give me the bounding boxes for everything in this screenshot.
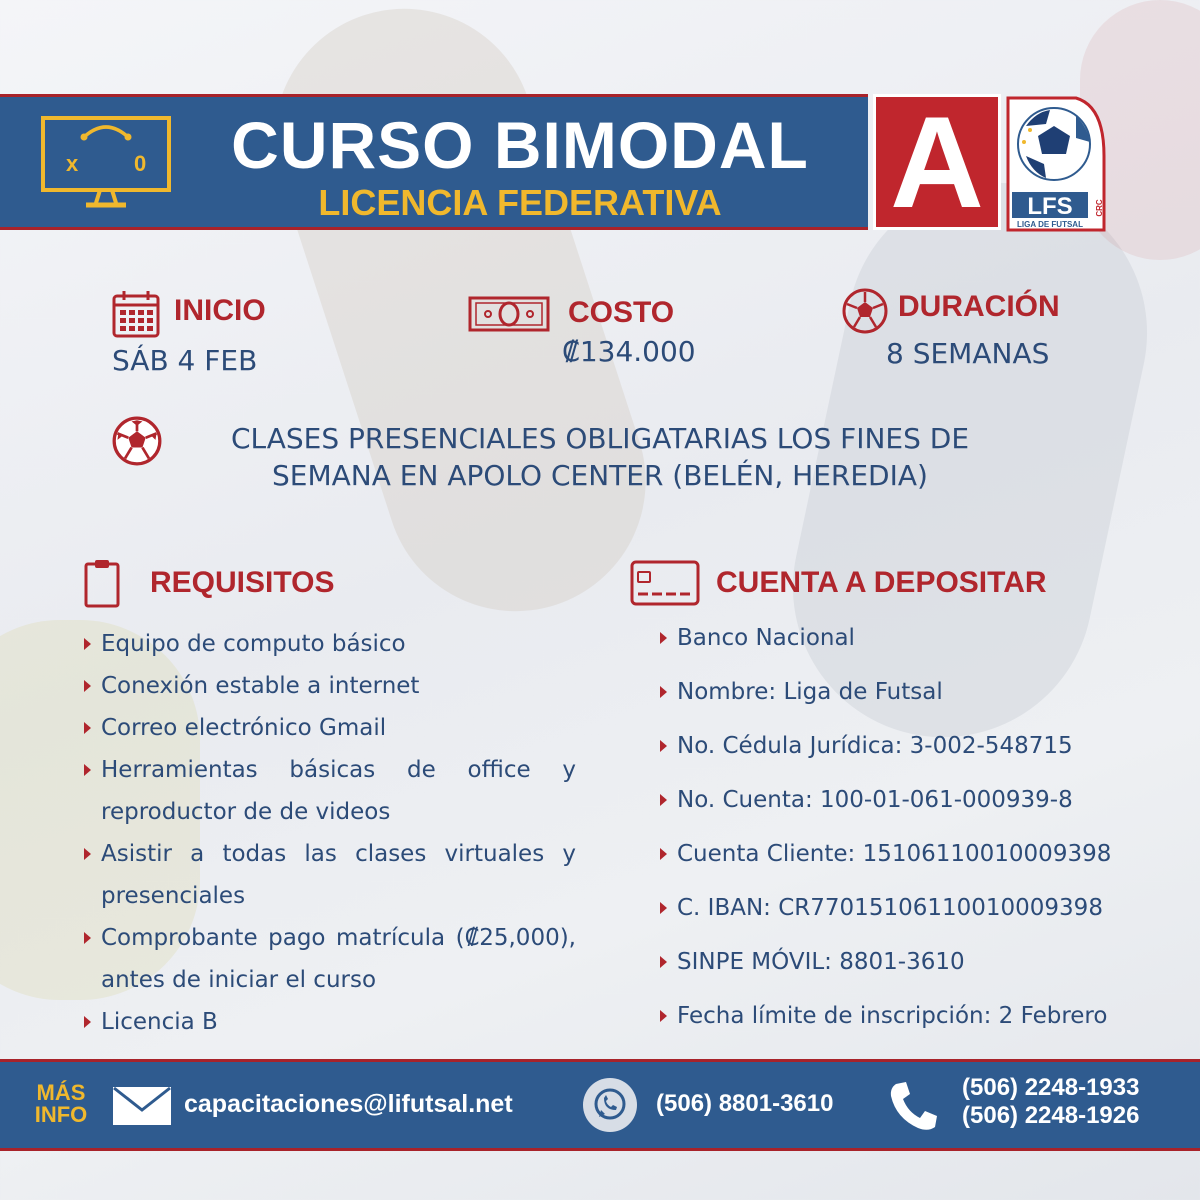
requirement-text: Asistir a todas las clases virtuales y presenciales <box>101 841 576 909</box>
list-item <box>660 777 1180 831</box>
classes-line-2: SEMANA EN APOLO CENTER (BELÉN, HEREDIA) <box>272 459 928 492</box>
caret-icon <box>660 848 667 860</box>
classes-notice <box>180 420 1020 494</box>
caret-icon <box>660 956 667 968</box>
start-label: INICIO <box>174 294 266 327</box>
list-item <box>84 917 576 1001</box>
list-item <box>660 939 1180 993</box>
whatsapp-icon <box>582 1077 638 1133</box>
list-item <box>84 623 576 665</box>
requirements-list <box>84 623 576 1043</box>
logo-a-letter: A <box>890 89 984 235</box>
caret-icon <box>660 794 667 806</box>
account-text: Fecha límite de inscripción: 2 Febrero <box>677 1003 1108 1029</box>
account-list <box>660 615 1180 1047</box>
more-label: MÁS <box>36 1080 86 1105</box>
requirement-text: Licencia B <box>101 1009 218 1035</box>
more-info-label <box>26 1082 96 1126</box>
caret-icon <box>84 932 91 944</box>
requirement-text: Herramientas básicas de office y reproductor de de videos <box>101 757 576 825</box>
caret-icon <box>660 686 667 698</box>
list-item <box>660 831 1180 885</box>
caret-icon <box>84 848 91 860</box>
whatsapp-number[interactable]: (506) 8801-3610 <box>656 1090 834 1117</box>
list-item <box>84 1001 576 1043</box>
logo-crc-text: CRC <box>1095 199 1104 217</box>
email-link[interactable]: capacitaciones@lifutsal.net <box>184 1090 513 1118</box>
requirement-text: Comprobante pago matrícula (₡25,000), antes de iniciar el curso <box>101 925 576 993</box>
duration-value: 8 SEMANAS <box>886 337 1050 370</box>
cost-label: COSTO <box>568 296 675 329</box>
requirements-title: REQUISITOS <box>150 566 335 599</box>
cost-value: ₡134.000 <box>562 335 696 368</box>
account-text: Nombre: Liga de Futsal <box>677 679 943 705</box>
monitor-score-right: 0 <box>134 151 147 176</box>
caret-icon <box>660 740 667 752</box>
list-item <box>84 749 576 833</box>
calendar-icon <box>112 290 160 338</box>
list-item <box>84 833 576 917</box>
list-item <box>660 885 1180 939</box>
duration-label: DURACIÓN <box>898 290 1060 323</box>
phone-numbers <box>962 1074 1139 1130</box>
list-item <box>660 615 1180 669</box>
account-text: Banco Nacional <box>677 625 855 651</box>
footer-contact-bar <box>0 1059 1200 1151</box>
classes-line-1: CLASES PRESENCIALES OBLIGATARIAS LOS FINES DE <box>230 422 970 455</box>
soccer-ball-icon <box>112 416 162 466</box>
account-text: Cuenta Cliente: 15106110010009398 <box>677 841 1112 867</box>
monitor-score-left: x <box>66 151 79 176</box>
list-item <box>84 665 576 707</box>
page-title: CURSO BIMODAL <box>231 108 809 182</box>
caret-icon <box>84 722 91 734</box>
list-item <box>84 707 576 749</box>
caret-icon <box>660 632 667 644</box>
money-icon <box>468 296 550 332</box>
list-item <box>660 669 1180 723</box>
monitor-scoreboard-icon <box>40 115 172 211</box>
logo-a <box>873 89 1001 235</box>
phone-2[interactable]: (506) 2248-1926 <box>962 1102 1140 1129</box>
list-item <box>660 993 1180 1047</box>
lfs-logo <box>1006 96 1106 232</box>
caret-icon <box>84 764 91 776</box>
start-value: SÁB 4 FEB <box>112 344 258 377</box>
caret-icon <box>660 1010 667 1022</box>
caret-icon <box>84 680 91 692</box>
requirement-text: Equipo de computo básico <box>101 631 406 657</box>
page-subtitle: LICENCIA FEDERATIVA <box>318 182 722 223</box>
clipboard-icon <box>84 558 120 608</box>
requirement-text: Correo electrónico Gmail <box>101 715 387 741</box>
caret-icon <box>84 1016 91 1028</box>
account-text: C. IBAN: CR77015106110010009398 <box>677 895 1103 921</box>
account-text: SINPE MÓVIL: 8801-3610 <box>677 949 965 975</box>
phone-1[interactable]: (506) 2248-1933 <box>962 1074 1140 1101</box>
account-title: CUENTA A DEPOSITAR <box>716 566 1047 599</box>
caret-icon <box>84 638 91 650</box>
list-item <box>660 723 1180 777</box>
logo-caption-text: LIGA DE FUTSAL <box>1017 220 1083 229</box>
caret-icon <box>660 902 667 914</box>
requirement-text: Conexión estable a internet <box>101 673 420 699</box>
account-text: No. Cuenta: 100-01-061-000939-8 <box>677 787 1073 813</box>
logo-lfs-text: LFS <box>1027 193 1073 220</box>
phone-icon <box>888 1080 938 1132</box>
header-banner <box>0 94 868 230</box>
mail-icon <box>112 1086 172 1126</box>
credit-card-icon <box>630 560 700 606</box>
account-text: No. Cédula Jurídica: 3-002-548715 <box>677 733 1073 759</box>
soccer-ball-icon <box>842 288 888 334</box>
info-label: INFO <box>34 1102 88 1127</box>
